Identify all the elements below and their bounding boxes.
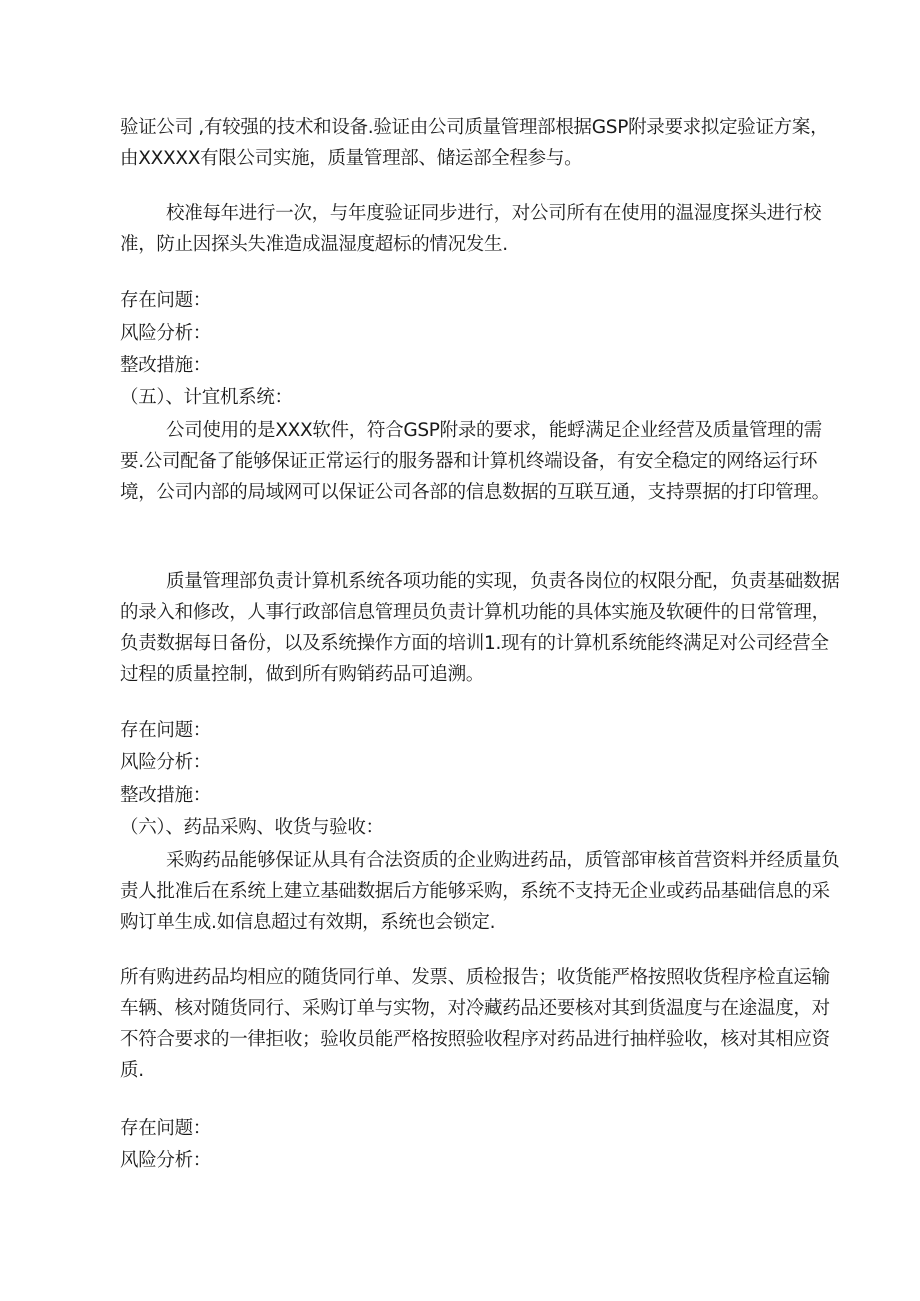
label-risk-analysis: 风险分析： bbox=[120, 1150, 212, 1171]
paragraph-validation-company: 验证公司 ,有较强的技术和设备.验证由公司质量管理部根据GSP附录要求拟定验证方案，由XXXXX有限公司实施，质量管理部、储运部全程参与。 bbox=[120, 117, 829, 169]
label-existing-issues: 存在问题： bbox=[120, 720, 212, 741]
label-corrective-measures: 整改措施： bbox=[120, 355, 212, 376]
paragraph-quality-dept-duties: 质量管理部负责计算机系统各项功能的实现，负责各岗位的权限分配，负责基础数据的录入和修改，人事行政部信息管理员负责计算机功能的具体实施及软硬件的日常管理，负责数据每日备份，以及系统操作方面的培训1.现有的计算机系统能终满足对公司经营全过程的质量控制，做到所有购销药品可追溯。 bbox=[120, 571, 840, 685]
section-heading-computer-system: （五）、计宜机系统： bbox=[120, 387, 293, 408]
section-heading-procurement: （六）、药品采购、收货与验收： bbox=[120, 817, 384, 838]
paragraph-calibration: 校准每年进行一次，与年度验证同步进行，对公司所有在使用的温湿度探头进行校准，防止因探头失准造成温湿度超标的情况发生. bbox=[120, 203, 822, 255]
paragraph-software: 公司使用的是XXX软件，符合GSP附录的要求，能蜉满足企业经营及质量管理的需要.公司配备了能够保证正常运行的服务器和计算机终端设备，有安全稳定的网络运行环境，公司内部的局域网可以保证公司各部的信息数据的互联互通，支持票据的打印管理。 bbox=[120, 420, 830, 503]
paragraph-procurement: 采购药品能够保证从具有合法资质的企业购进药品，质管部审核首营资料并经质量负责人批准后在系统上建立基础数据后方能够采购，系统不支持无企业或药品基础信息的采购订单生成.如信息超过有效期，系统也会锁定. bbox=[120, 850, 840, 933]
label-corrective-measures: 整改措施： bbox=[120, 785, 212, 806]
paragraph-receiving-inspection: 所有购进药品均相应的随货同行单、发票、质检报告；收货能严格按照收货程序检直运输车辆、核对随货同行、采购订单与实物，对冷藏药品还要核对其到货温度与在途温度，对不符合要求的一律拒收；验收员能严格按照验收程序对药品进行抽样验收，核对其相应资质. bbox=[120, 967, 830, 1081]
label-existing-issues: 存在问题： bbox=[120, 1118, 212, 1139]
label-existing-issues: 存在问题： bbox=[120, 290, 212, 311]
label-risk-analysis: 风险分析： bbox=[120, 323, 212, 344]
label-risk-analysis: 风险分析： bbox=[120, 752, 212, 773]
